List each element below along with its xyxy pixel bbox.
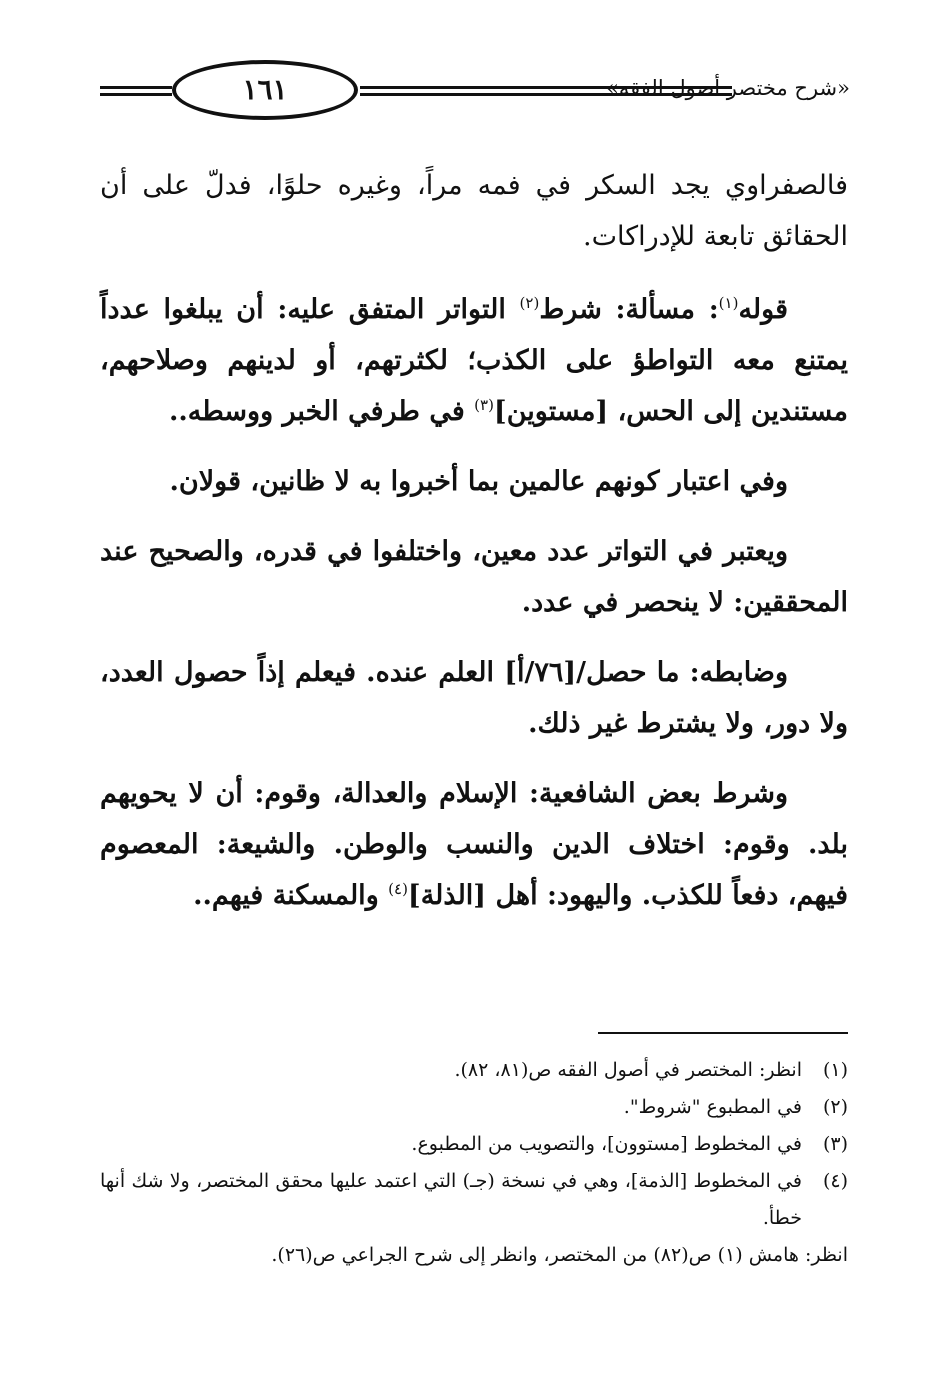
footnote-text: في المخطوط [مستوون]، والتصويب من المطبوع. <box>411 1133 802 1155</box>
footnote-number: (٢) <box>822 1096 848 1118</box>
footnote-text: في المطبوع "شروط". <box>623 1096 802 1118</box>
footnote-ref: (٢) <box>519 294 540 312</box>
page-header <box>100 58 850 128</box>
text-run: : مسألة: شرط <box>539 294 719 325</box>
paragraph <box>100 768 848 921</box>
paragraph: وضابطه: ما حصل/[٧٦/أ] العلم عنده. فيعلم إذاً حصول العدد، ولا دور، ولا يشترط غير ذلك. <box>100 657 848 739</box>
footnotes <box>100 1052 848 1274</box>
text-run: في طرفي الخبر ووسطه.. <box>169 396 475 427</box>
text-run: والمسكنة فيهم.. <box>193 880 389 911</box>
footnote <box>100 1126 848 1163</box>
footnote <box>100 1052 848 1089</box>
paragraph: ويعتبر في التواتر عدد معين، واختلفوا في قدره، والصحيح عند المحققين: لا ينحصر في عدد. <box>100 536 848 618</box>
footnote-number: (٣) <box>822 1133 848 1155</box>
footnote-number: (٤) <box>822 1170 848 1192</box>
footnote-ref: (٤) <box>388 880 408 898</box>
footnote-number: (١) <box>822 1059 848 1081</box>
paragraph <box>100 284 848 437</box>
text-run: التواتر المتفق عليه: أن يبلغوا عدداً يمتنع معه التواطؤ على الكذب؛ لكثرتهم، أو لدينهم وصلاحهم، مستندين إلى الحس، [مستوين] <box>100 294 848 427</box>
page-number: ١٦١ <box>242 73 288 106</box>
running-title: «شرح مختصر أصول الفقه» <box>606 76 850 100</box>
footnote <box>100 1163 848 1237</box>
footnote-separator <box>598 1032 848 1034</box>
text-run: قوله <box>738 294 789 325</box>
footnote <box>100 1089 848 1126</box>
paragraph: فالصفراوي يجد السكر في فمه مراً، وغيره حلوًا، فدلّ على أن الحقائق تابعة للإدراكات. <box>100 170 848 252</box>
text-run: وشرط بعض الشافعية: الإسلام والعدالة، وقوم: أن لا يحويهم بلد. وقوم: اختلاف الدين والنسب والوطن. والشيعة: المعصوم فيهم، دفعاً للكذب. واليهود: أهل [الذلة] <box>100 778 848 911</box>
paragraph: وفي اعتبار كونهم عالمين بما أخبروا به لا ظانين، قولان. <box>169 466 788 497</box>
footnote-ref: (١) <box>718 294 739 312</box>
footnote-ref: (٣) <box>474 396 494 414</box>
main-text <box>100 160 848 940</box>
footnote-text: انظر: المختصر في أصول الفقه ص(٨١، ٨٢). <box>454 1059 802 1081</box>
header-rule <box>100 86 172 89</box>
footnote-continuation: انظر: هامش (١) ص(٨٢) من المختصر، وانظر إلى شرح الجراعي ص(٢٦). <box>271 1244 848 1266</box>
header-rule <box>100 93 172 96</box>
page-number-oval <box>172 60 358 120</box>
footnote-text: في المخطوط [الذمة]، وهي في نسخة (جـ) التي اعتمد عليها محقق المختصر، ولا شك أنها خطأ. <box>100 1170 802 1229</box>
